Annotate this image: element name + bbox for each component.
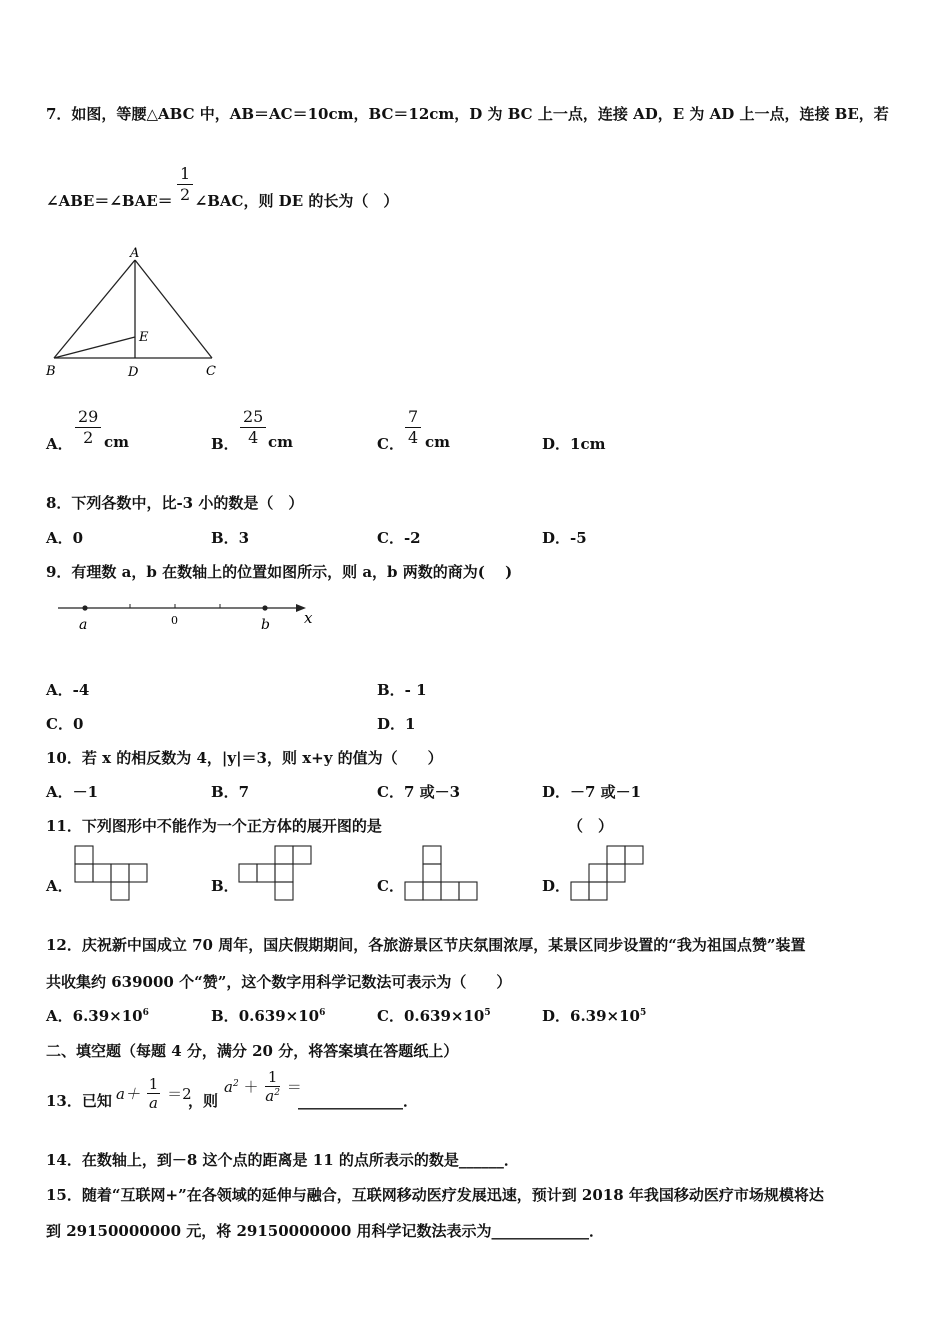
- q7-label-d: D: [128, 365, 139, 380]
- q8-option-b[interactable]: B．3: [211, 529, 250, 547]
- q7-option-a-fraction: $\frac{29}{2}$: [75, 407, 101, 448]
- q8-stem: 8．下列各数中，比-3 小的数是（ ）: [46, 494, 304, 512]
- q7-label-a: A: [130, 246, 140, 261]
- q11-net-a: [72, 845, 152, 901]
- q7-option-d[interactable]: D．1cm: [542, 435, 606, 453]
- q12-stem-line2: 共收集约 639000 个“赞”，这个数字用科学记数法可表示为（ ）: [46, 973, 512, 991]
- q9-option-d[interactable]: D．1: [377, 715, 416, 733]
- q9-point-a: [82, 605, 87, 610]
- section-2-heading: 二、填空题（每题 4 分，满分 20 分，将答案填在答题纸上）: [46, 1042, 459, 1060]
- q7-label-b: B: [46, 364, 56, 379]
- q7-angle-text-2: ∠BAC，则 DE 的长为（ ）: [194, 192, 399, 210]
- q9-label-zero: 0: [171, 614, 178, 627]
- q11-answer-paren: （ ）: [568, 817, 614, 835]
- q7-half-fraction: $\frac{1}{2}$: [177, 164, 193, 205]
- q9-label-a: a: [79, 617, 88, 633]
- q12-option-d[interactable]: D．$6.39\times 10^5$: [542, 1007, 647, 1025]
- q7-option-c-unit: cm: [425, 433, 451, 451]
- q15-stem-line1: 15．随着“互联网+”在各领域的延伸与融合，互联网移动医疗发展迅速，预计到 2018 年我国移动医疗市场规模将达: [46, 1186, 824, 1204]
- q7-option-b-fraction: $\frac{25}{4}$: [240, 407, 266, 448]
- q13-expr-1: a＋ $\frac{1}{a}$ ＝2: [116, 1075, 192, 1112]
- q11-option-d[interactable]: D．: [542, 877, 571, 895]
- q10-option-c[interactable]: C．7 或－3: [377, 783, 461, 801]
- q13-lead: 13．已知: [46, 1092, 112, 1110]
- q12-option-a[interactable]: A．$6.39\times 10^6$: [46, 1007, 149, 1025]
- q7-option-b[interactable]: B．: [211, 435, 239, 453]
- q7-stem-line1: 7．如图，等腰△ABC 中，AB＝AC＝10cm，BC＝12cm，D 为 BC 上一点，连接 AD，E 为 AD 上一点，连接 BE，若: [46, 105, 889, 123]
- q9-option-a[interactable]: A．-4: [46, 681, 90, 699]
- q12-option-b[interactable]: B．$0.639\times 10^6$: [211, 1007, 326, 1025]
- q13-then: ，则: [188, 1092, 219, 1110]
- q12-option-c[interactable]: C．$0.639\times 10^5$: [377, 1007, 491, 1025]
- q14-stem: 14．在数轴上，到－8 这个点的距离是 11 的点所表示的数是______．: [46, 1151, 519, 1169]
- q8-option-c[interactable]: C．-2: [377, 529, 421, 547]
- q10-option-d[interactable]: D．－7 或－1: [542, 783, 642, 801]
- q9-number-line: [50, 595, 330, 640]
- q8-option-a[interactable]: A．0: [46, 529, 84, 547]
- q7-option-c-fraction: $\frac{7}{4}$: [405, 407, 421, 448]
- q9-label-b: b: [261, 617, 270, 633]
- q13-expr-2: $a^2$ ＋ $\frac{1}{a^2}$ ＝: [224, 1068, 302, 1105]
- q7-option-a-unit: cm: [104, 433, 130, 451]
- q7-angle-text: ∠ABE＝∠BAE＝: [46, 192, 173, 210]
- q7-segment-be: [54, 337, 135, 358]
- q7-option-a[interactable]: A．: [46, 435, 73, 453]
- q7-label-e: E: [139, 330, 149, 345]
- q15-stem-line2: 到 29150000000 元，将 29150000000 用科学记数法表示为_____________．: [46, 1222, 605, 1240]
- q11-net-b: [238, 845, 318, 901]
- q9-stem: 9．有理数 a，b 在数轴上的位置如图所示，则 a，b 两数的商为( ): [46, 563, 513, 581]
- q7-option-b-unit: cm: [268, 433, 294, 451]
- q10-stem: 10．若 x 的相反数为 4，|y|＝3，则 x+y 的值为（ ）: [46, 749, 443, 767]
- q10-option-a[interactable]: A．－1: [46, 783, 99, 801]
- q7-stem-line2: [46, 190, 398, 211]
- q7-label-c: C: [206, 364, 216, 379]
- q13-answer-blank[interactable]: ______________．: [298, 1092, 419, 1110]
- q11-option-b[interactable]: B．: [211, 877, 239, 895]
- q12-stem-line1: 12．庆祝新中国成立 70 周年，国庆假期期间，各旅游景区节庆氛围浓厚，某景区同步设置的“我为祖国点赞”装置: [46, 936, 806, 954]
- q11-net-c: [404, 845, 484, 901]
- q11-stem: 11．下列图形中不能作为一个正方体的展开图的是: [46, 817, 382, 835]
- q8-option-d[interactable]: D．-5: [542, 529, 587, 547]
- q9-point-b: [262, 605, 267, 610]
- q9-option-b[interactable]: B．- 1: [377, 681, 427, 699]
- q11-option-a[interactable]: A．: [46, 877, 73, 895]
- q7-option-c[interactable]: C．: [377, 435, 404, 453]
- q11-option-c[interactable]: C．: [377, 877, 404, 895]
- q9-label-x: x: [304, 609, 313, 627]
- q7-triangle-figure: [40, 240, 240, 390]
- q10-option-b[interactable]: B．7: [211, 783, 250, 801]
- q7-side-ab: [54, 260, 135, 358]
- q9-option-c[interactable]: C．0: [46, 715, 84, 733]
- q11-net-d: [569, 845, 649, 901]
